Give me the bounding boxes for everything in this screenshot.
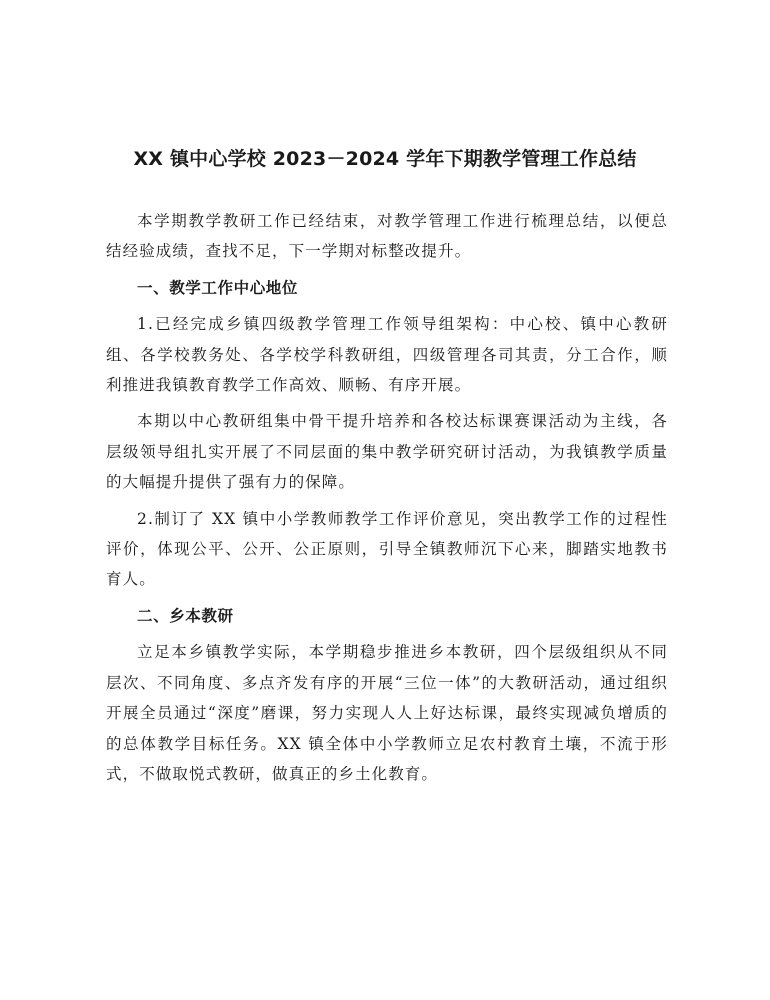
intro-paragraph: 本学期教学教研工作已经结束，对教学管理工作进行梳理总结，以便总结经验成绩，查找不足，下一学期对标整改提升。 xyxy=(106,212,668,261)
section-paragraph: 1.已经完成乡镇四级教学管理工作领导组架构：中心校、镇中心教研组、各学校教务处、各学校学科教研组，四级管理各司其责，分工合作，顺利推进我镇教育教学工作高效、顺畅、有序开展。 xyxy=(106,315,668,395)
section-paragraph: 本期以中心教研组集中骨干提升培养和各校达标课赛课活动为主线，各层级领导组扎实开展了不同层面的集中教学研究研讨活动，为我镇教学质量的大幅提升提供了强有力的保障。 xyxy=(106,412,668,492)
document-title: XX 镇中心学校 2023－2024 学年下期教学管理工作总结 xyxy=(133,148,637,170)
section-heading: 二、乡本教研 xyxy=(137,606,234,625)
section-heading: 一、教学工作中心地位 xyxy=(137,278,299,297)
section-paragraph: 立足本乡镇教学实际，本学期稳步推进乡本教研，四个层级组织从不同层次、不同角度、多点齐发有序的开展“三位一体”的大教研活动，通过组织开展全员通过“深度”磨课，努力实现人人上好达标课，最终实现减负增质的的总体教学目标任务。XX 镇全体中小学教师立足农村教育土壤，不流于形式，不做取悦式教研，做真正的乡土化教育。 xyxy=(106,643,668,783)
section-teaching-center xyxy=(106,273,668,595)
section-paragraph: 2.制订了 XX 镇中小学教师教学工作评价意见，突出教学工作的过程性评价，体现公平、公开、公正原则，引导全镇教师沉下心来，脚踏实地教书育人。 xyxy=(106,509,668,589)
section-local-research xyxy=(106,601,668,789)
document-body xyxy=(106,206,668,795)
